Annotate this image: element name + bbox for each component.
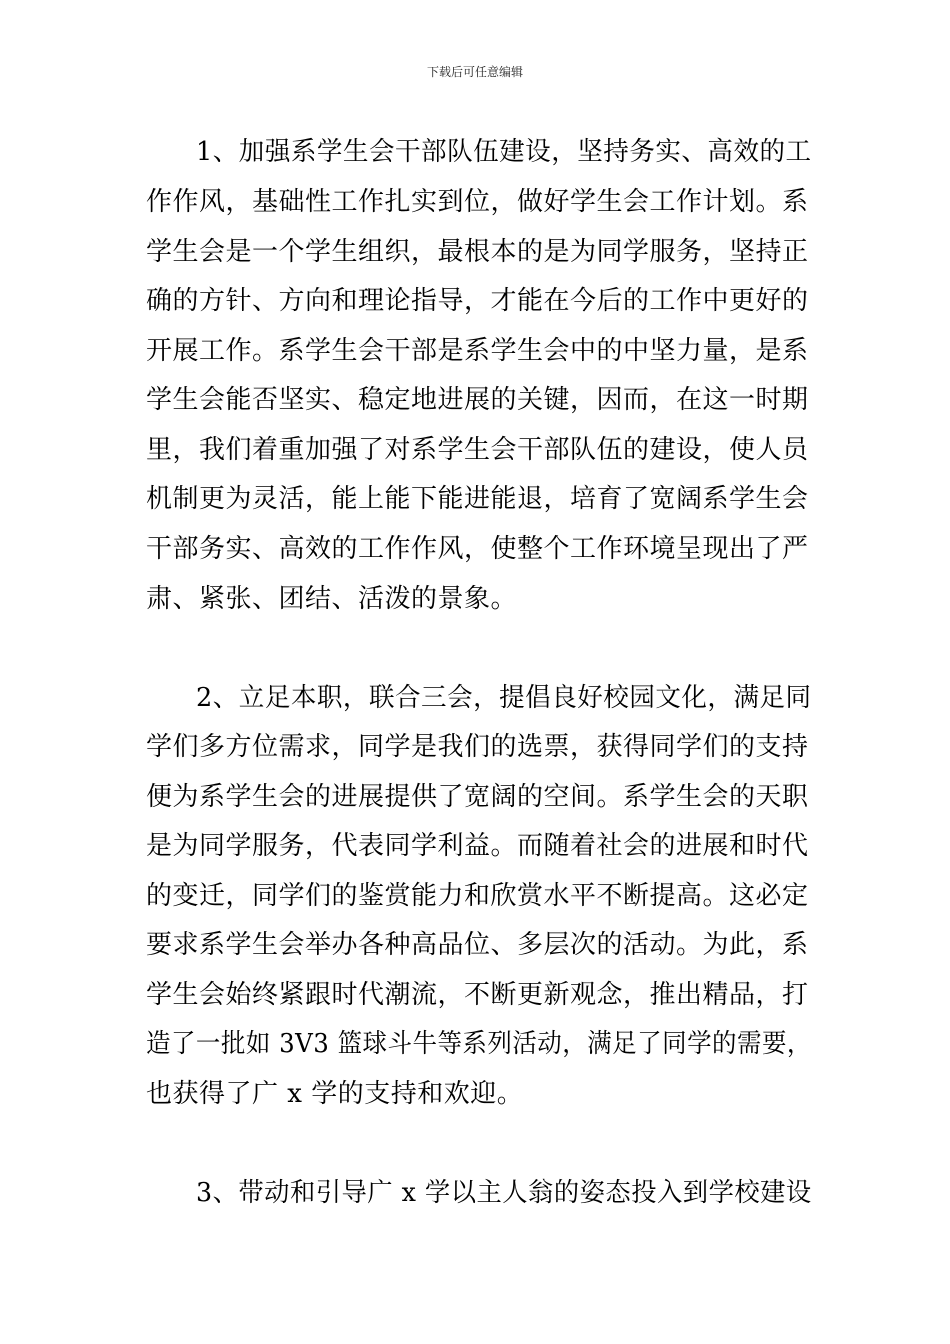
paragraph-line: 学生会能否坚实、稳定地进展的关键，因而，在这一时期 (146, 385, 809, 415)
paragraph-line: 3、带动和引导广 x 学以主人翁的姿态投入到学校建设 (196, 1178, 812, 1208)
paragraph-line: 机制更为灵活，能上能下能进能退，培育了宽阔系学生会 (146, 484, 809, 514)
paragraph-line: 干部务实、高效的工作作风，使整个工作环境呈现出了严 (146, 534, 809, 564)
paragraph-line: 便为系学生会的进展提供了宽阔的空间。系学生会的天职 (146, 782, 809, 812)
paragraph-line: 开展工作。系学生会干部是系学生会中的中坚力量，是系 (146, 336, 809, 366)
page-header: 下载后可任意编辑 (426, 65, 523, 79)
paragraph-line: 里，我们着重加强了对系学生会干部队伍的建设，使人员 (146, 435, 809, 465)
paragraph-line: 要求系学生会举办各种高品位、多层次的活动。为此，系 (146, 930, 809, 960)
paragraph-line: 1、加强系学生会干部队伍建设，坚持务实、高效的工 (196, 137, 812, 167)
paragraph-line: 是为同学服务，代表同学利益。而随着社会的进展和时代 (146, 831, 809, 861)
paragraph-line: 确的方针、方向和理论指导，才能在今后的工作中更好的 (146, 286, 809, 316)
paragraph-line: 2、立足本职，联合三会，提倡良好校园文化，满足同 (196, 683, 812, 713)
paragraph-line: 肃、紧张、团结、活泼的景象。 (146, 584, 518, 614)
paragraph-line: 的变迁，同学们的鉴赏能力和欣赏水平不断提高。这必定 (146, 881, 809, 911)
paragraph-line: 作作风，基础性工作扎实到位，做好学生会工作计划。系 (146, 187, 809, 217)
paragraph-line: 学们多方位需求，同学是我们的选票，获得同学们的支持 (146, 732, 809, 762)
paragraph-line: 学生会是一个学生组织，最根本的是为同学服务，坚持正 (146, 237, 809, 267)
paragraph-line: 学生会始终紧跟时代潮流，不断更新观念，推出精品，打 (146, 980, 809, 1010)
paragraph-line: 也获得了广 x 学的支持和欢迎。 (146, 1079, 524, 1109)
paragraph-line: 造了一批如 3V3 篮球斗牛等系列活动，满足了同学的需要， (146, 1029, 812, 1059)
